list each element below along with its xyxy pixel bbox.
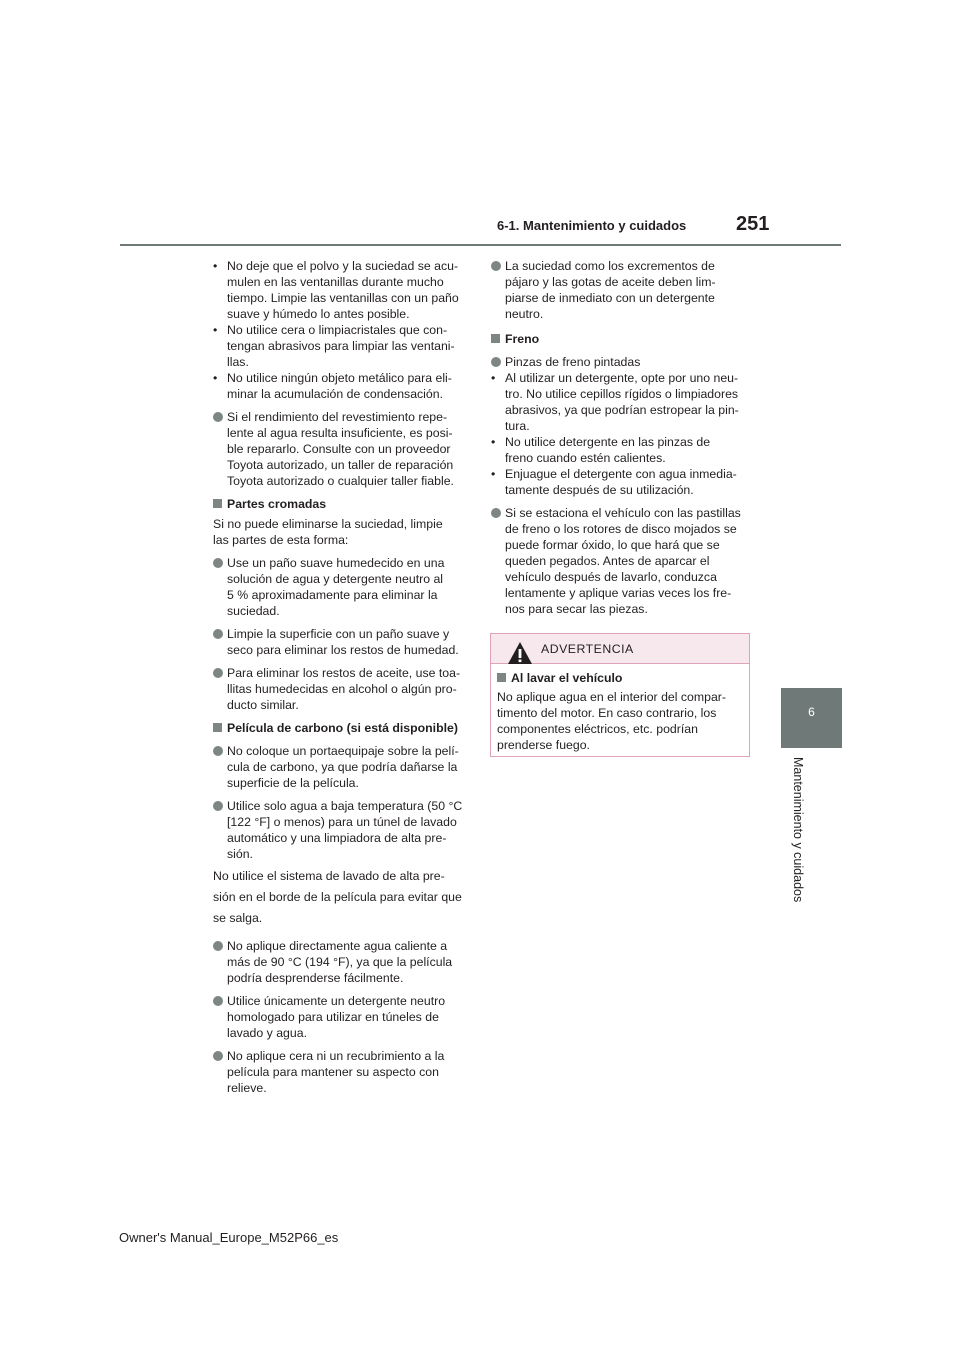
dot-item: [213, 938, 471, 986]
section-title: 6-1. Mantenimiento y cuidados: [497, 218, 687, 233]
warning-text: No aplique agua en el interior del compar- timento del motor. En caso contrario, los componentes eléctricos, etc. podrían prenderse fuego.: [497, 690, 726, 752]
dot-item: [491, 258, 753, 322]
bullet-dot-icon: [213, 1051, 223, 1061]
dot-item-text: No aplique cera ni un recubrimiento a la película para mantener su aspecto con relieve.: [227, 1049, 445, 1095]
bullet-dot-icon: [213, 668, 223, 678]
list-item: • No utilice detergente en las pinzas de freno cuando estén calientes.: [491, 435, 711, 465]
paragraph: Si no puede eliminarse la suciedad, limpie las partes de esta forma:: [213, 517, 443, 547]
dot-item-text: Si se estaciona el vehículo con las pastillas de freno o los rotores de disco mojados se puede formar óxido, lo que hará que se queden pegados. Antes de aparcar el vehículo después de lavarlo, conduzca lentamente y aplique varias veces los fre- nos para secar las piezas.: [505, 506, 741, 616]
square-bullet-icon: [213, 499, 222, 508]
heading-text: Partes cromadas: [227, 497, 327, 511]
square-bullet-icon: [491, 334, 500, 343]
list-item-text: Al utilizar un detergente, opte por uno neu- tro. No utilice cepillos rígidos o limpiadores abrasivos, ya que podrían estropear la pin- tura.: [505, 371, 739, 433]
bullet-dot-icon: [213, 941, 223, 951]
dot-item-text: No aplique directamente agua caliente a más de 90 °C (194 °F), ya que la película podría desprenderse fácilmente.: [227, 939, 453, 985]
bullet-dot-icon: [213, 412, 223, 422]
list-item-text: No utilice cera o limpiacristales que con- tengan abrasivos para limpiar las ventani- llas.: [227, 323, 455, 369]
chapter-number: 6: [808, 705, 815, 719]
dot-item: [213, 798, 471, 862]
dot-item-text: Utilice solo agua a baja temperatura (50 °C [122 °F] o menos) para un túnel de lavado automático y una limpiadora de alta pre- sión.: [227, 799, 463, 861]
list-item-text: No utilice detergente en las pinzas de freno cuando estén calientes.: [505, 435, 711, 465]
bullet-dot-icon: [213, 558, 223, 568]
dot-item: [213, 555, 471, 619]
list-item-text: No deje que el polvo y la suciedad se acu- mulen en las ventanillas durante mucho tiempo. Limpie las ventanillas con un paño suave y húmedo lo antes posible.: [227, 259, 459, 321]
paragraph-line: No utilice el sistema de lavado de alta pre-: [213, 869, 445, 883]
bullet-dot-icon: [491, 261, 501, 271]
list-item-text: Enjuague el detergente con agua inmedia- tamente después de su utilización.: [505, 467, 737, 497]
warning-heading: [497, 670, 743, 686]
bullet-dot-icon: [491, 508, 501, 518]
dot-item: [213, 743, 471, 791]
bullet-dot-icon: [213, 629, 223, 639]
heading-text: Película de carbono (si está disponible): [227, 721, 458, 735]
chapter-tab-label: Mantenimiento y cuidados: [791, 757, 805, 903]
heading-text: Freno: [505, 332, 540, 346]
dot-item-text: Pinzas de freno pintadas: [505, 355, 641, 369]
bullet-dot-icon: [213, 996, 223, 1006]
warning-title: ADVERTENCIA: [541, 642, 634, 656]
paragraph-line: se salga.: [213, 911, 263, 925]
list-item: • Enjuague el detergente con agua inmedia- tamente después de su utilización.: [491, 467, 737, 497]
dot-item: [213, 1048, 471, 1096]
dot-item-text: Si el rendimiento del revestimiento repe- lente al agua resulta insuficiente, es posi- ble repararlo. Consulte con un proveedor Toyota autorizado, un taller de reparación Toyota autorizado o cualquier taller fiable.: [227, 410, 454, 488]
square-bullet-icon: [213, 723, 222, 732]
list-item-text: No utilice ningún objeto metálico para eli- minar la acumulación de condensación.: [227, 371, 452, 401]
dot-item-text: No coloque un portaequipaje sobre la pelí- cula de carbono, ya que podría dañarse la superficie de la película.: [227, 744, 459, 790]
chapter-tab: [781, 688, 842, 748]
square-bullet-icon: [497, 673, 506, 682]
dot-item-text: Utilice únicamente un detergente neutro homologado para utilizar en túneles de lavado y agua.: [227, 994, 446, 1040]
dot-item: [491, 354, 753, 370]
bullet-dot-icon: [213, 801, 223, 811]
warning-triangle-icon: [507, 641, 533, 665]
heading-text: Al lavar el vehículo: [511, 671, 623, 685]
dot-item-text: Use un paño suave humedecido en una solución de agua y detergente neutro al 5 % aproximadamente para eliminar la suciedad.: [227, 556, 445, 618]
left-column: [213, 258, 471, 1096]
paragraph-line: sión en el borde de la película para evitar que: [213, 890, 462, 904]
right-column: [491, 258, 753, 617]
list-item: • No deje que el polvo y la suciedad se acu- mulen en las ventanillas durante mucho tiempo. Limpie las ventanillas con un paño suave y húmedo lo antes posible.: [213, 259, 459, 321]
dot-item: [213, 993, 471, 1041]
page-number: 251: [736, 213, 770, 235]
dot-item: [491, 505, 753, 617]
section-heading: [213, 720, 471, 736]
section-heading: [213, 496, 471, 512]
bullet-dot-icon: [491, 357, 501, 367]
dot-item: [213, 409, 471, 489]
section-heading: [491, 331, 753, 347]
warning-title-bar: [491, 634, 749, 664]
dot-item: [213, 626, 471, 658]
warning-box: [490, 633, 750, 757]
header-rule: [120, 244, 841, 246]
footer-text: Owner's Manual_Europe_M52P66_es: [119, 1230, 339, 1245]
list-item: • No utilice cera o limpiacristales que con- tengan abrasivos para limpiar las ventani- llas.: [213, 323, 455, 369]
warning-body: [497, 670, 743, 765]
list-item: • Al utilizar un detergente, opte por uno neu- tro. No utilice cepillos rígidos o limpiadores abrasivos, ya que podrían estropear la pin- tura.: [491, 371, 739, 433]
dot-item: [213, 665, 471, 713]
list-item: • No utilice ningún objeto metálico para eli- minar la acumulación de condensación.: [213, 371, 452, 401]
dot-item-text: Para eliminar los restos de aceite, use toa- llitas humedecidas en alcohol o algún pro- ducto similar.: [227, 666, 461, 712]
dot-item-text: La suciedad como los excrementos de pájaro y las gotas de aceite deben lim- piarse de inmediato con un detergente neutro.: [505, 259, 716, 321]
dot-item-text: Limpie la superficie con un paño suave y seco para eliminar los restos de humedad.: [227, 627, 459, 657]
bullet-dot-icon: [213, 746, 223, 756]
